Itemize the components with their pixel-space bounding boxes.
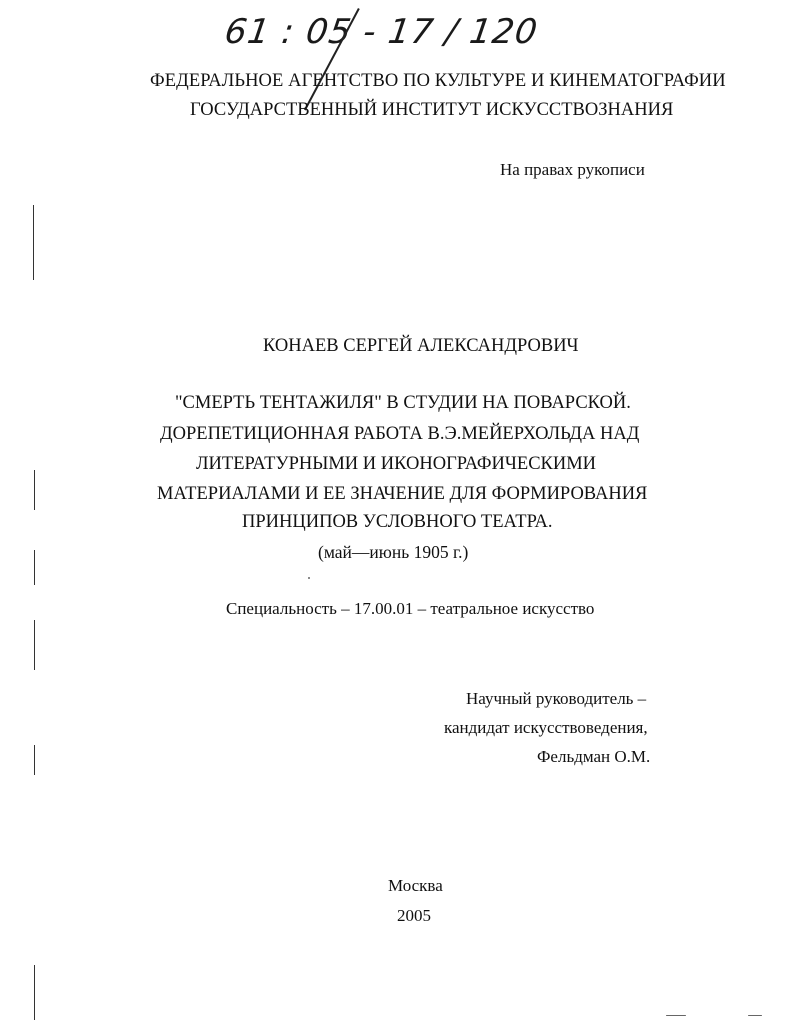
title-line: ДОРЕПЕТИЦИОННАЯ РАБОТА В.Э.МЕЙЕРХОЛЬДА НАД — [160, 424, 640, 444]
scan-edge-mark — [34, 620, 35, 670]
title-line: "СМЕРТЬ ТЕНТАЖИЛЯ" В СТУДИИ НА ПОВАРСКОЙ. — [175, 393, 631, 413]
supervisor-name: Фельдман О.М. — [537, 747, 651, 766]
scan-edge-mark — [34, 965, 35, 1020]
scan-edge-mark — [34, 470, 35, 510]
scan-edge-mark — [34, 745, 35, 775]
city: Москва — [388, 876, 443, 895]
title-line: ПРИНЦИПОВ УСЛОВНОГО ТЕАТРА. — [242, 512, 553, 532]
manuscript-rights-note: На правах рукописи — [500, 160, 645, 179]
title-line: ЛИТЕРАТУРНЫМИ И ИКОНОГРАФИЧЕСКИМИ — [196, 454, 597, 474]
agency-name: ФЕДЕРАЛЬНОЕ АГЕНТСТВО ПО КУЛЬТУРЕ И КИНЕМАТОГРАФИИ — [150, 71, 726, 91]
scan-dust-dot — [748, 1015, 762, 1016]
speciality-line: Специальность – 17.00.01 – театральное искусство — [226, 599, 595, 618]
scan-edge-mark — [33, 205, 34, 280]
scan-dust-dot — [308, 577, 310, 579]
handwritten-catalog-code: 61 : 05 - 17 / 120 — [222, 12, 541, 52]
institute-name: ГОСУДАРСТВЕННЫЙ ИНСТИТУТ ИСКУССТВОЗНАНИЯ — [190, 100, 674, 120]
supervisor-degree: кандидат искусствоведения, — [444, 718, 648, 737]
scan-dust-dot — [666, 1015, 686, 1016]
author-name: КОНАЕВ СЕРГЕЙ АЛЕКСАНДРОВИЧ — [263, 336, 579, 356]
year: 2005 — [397, 906, 431, 925]
supervisor-role: Научный руководитель – — [466, 689, 647, 708]
scan-edge-mark — [34, 550, 35, 585]
title-line: МАТЕРИАЛАМИ И ЕЕ ЗНАЧЕНИЕ ДЛЯ ФОРМИРОВАНИЯ — [157, 484, 648, 504]
title-date-range: (май—июнь 1905 г.) — [318, 542, 469, 562]
